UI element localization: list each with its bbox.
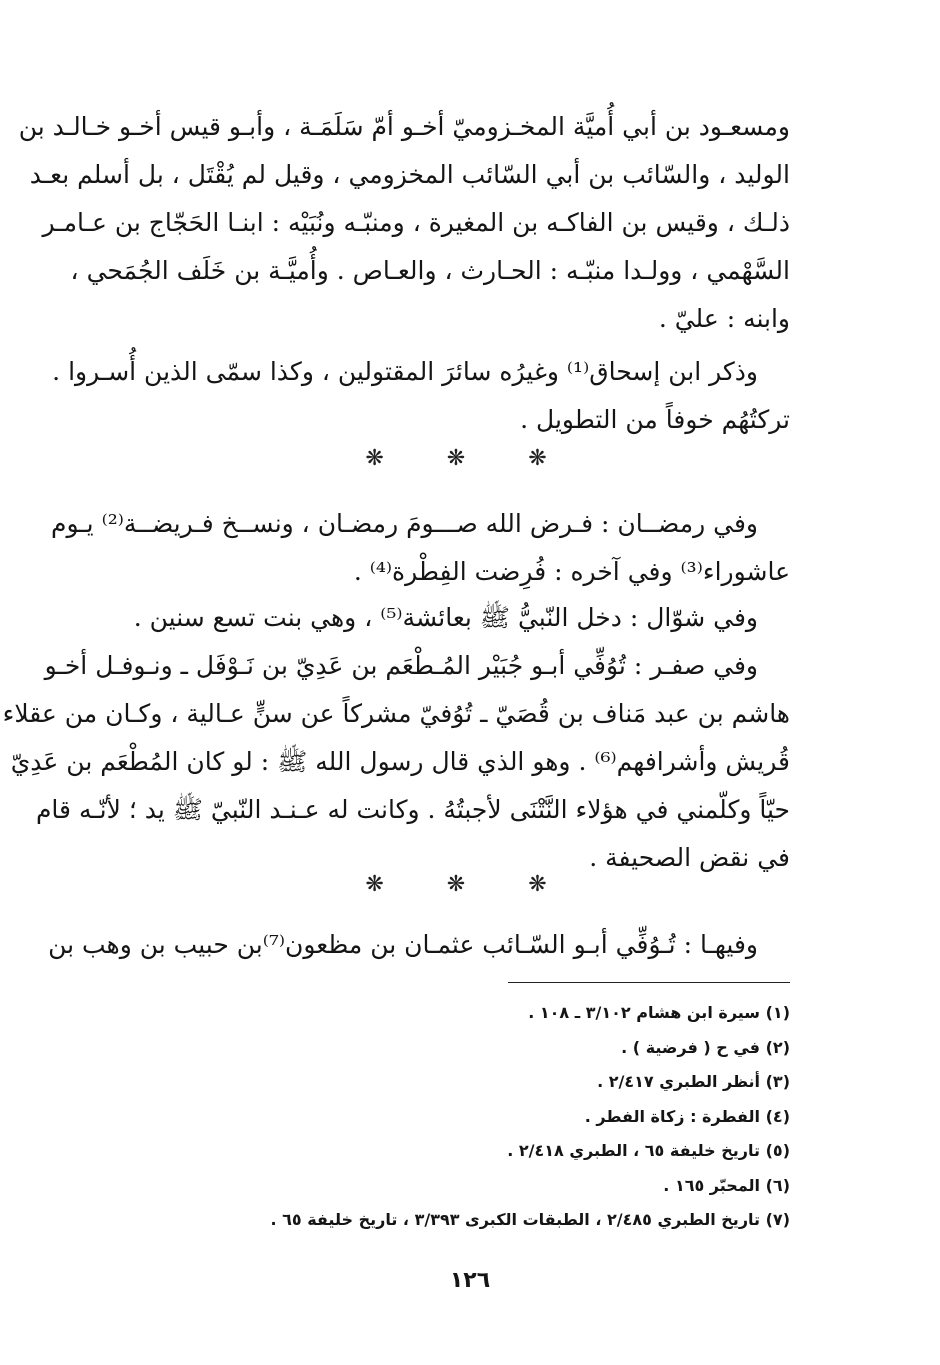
text-line: تركتُهُم خوفاً من التطويل . xyxy=(520,405,790,434)
footnote: (٦) المحبّر ١٦٥ . xyxy=(663,1175,790,1195)
text-line: وفي رمضــان : فـرض الله صـــومَ رمضـان ، ونســخ فـريضــة⁽²⁾ يـوم xyxy=(50,509,758,538)
text-line: حيّاً وكلّمني في هؤلاء النَّتْنَى لأجبتُهُ . وكانت له عـنـد النّبيّ ﷺ يد ؛ لأنّـه قام xyxy=(35,795,790,824)
text-line: وفي شوّال : دخل النّبيُّ ﷺ بعائشة⁽⁵⁾ ، وهي بنت تسع سنين . xyxy=(133,603,758,632)
footnote-divider xyxy=(508,982,790,983)
text-line: قُريش وأشرافهم⁽⁶⁾ . وهو الذي قال رسول الله ﷺ : لو كان المُطْعَم بن عَدِيّ xyxy=(10,747,790,776)
paragraph-safar xyxy=(2,642,790,882)
text-line: هاشم بن عبد مَناف بن قُصَيّ ـ تُوُفيّ مشركاً عن سنٍّ عـالية ، وكـان من عقلاء xyxy=(2,699,790,728)
text-line: في نقض الصحيفة . xyxy=(589,843,790,872)
footnotes xyxy=(100,996,790,1238)
text-line: السَّهْمي ، وولـدا منبّـه : الحـارث ، والعـاص . وأُميَّـة بن خَلَف الجُمَحي ، xyxy=(70,256,790,285)
footnote: (٣) أنظر الطبري ٢/٤١٧ . xyxy=(597,1072,790,1091)
footnote: (٤) الفطرة : زكاة الفطر . xyxy=(584,1106,790,1126)
page-number: ١٢٦ xyxy=(449,1268,491,1293)
text-line: عاشوراء⁽³⁾ وفي آخره : فُرِضت الفِطْرة⁽⁴⁾ . xyxy=(353,557,790,586)
footnote: (٢) في ح ( فرضية ) . xyxy=(621,1037,790,1057)
text-line: وفيهـا : تُـوُفِّي أبـو السّـائب عثمـان بن مظعون⁽⁷⁾بن حبيب بن وهب بن xyxy=(48,930,758,959)
section-separator: ❋ ❋ ❋ xyxy=(365,446,575,471)
footnote: (٧) تاريخ الطبري ٢/٤٨٥ ، الطبقات الكبرى ٣/٣٩٣ ، تاريخ خليفة ٦٥ . xyxy=(270,1210,790,1229)
footnote: (١) سيرة ابن هشام ٣/١٠٢ ـ ١٠٨ . xyxy=(528,1003,790,1022)
paragraph-uthman xyxy=(48,921,790,969)
paragraph-shawwal xyxy=(100,594,790,642)
text-line: وذكر ابن إسحاق⁽¹⁾ وغيرُه سائرَ المقتولين ، وكذا سمّى الذين أُسـروا . xyxy=(52,357,758,386)
text-line: وابنه : عليّ . xyxy=(658,304,790,333)
paragraph-ramadan xyxy=(50,500,790,596)
paragraph-ibn-ishaq xyxy=(52,348,790,444)
text-line: ومسعـود بن أبي أُميَّة المخـزوميّ أخـو أمّ سَلَمَـة ، وأبـو قيس أخـو خـالـد بن xyxy=(18,112,790,141)
text-line: وفي صفـر : تُوُفِّي أبـو جُبَيْر المُـطْعَم بن عَدِيّ بن نَـوْفَل ـ ونـوفـل أخـو xyxy=(44,651,758,680)
paragraph-casualties xyxy=(18,103,790,343)
text-line: الوليد ، والسّائب بن أبي السّائب المخزومي ، وقيل لم يُقْتَل ، بل أسلم بعـد xyxy=(29,160,790,189)
footnote: (٥) تاريخ خليفة ٦٥ ، الطبري ٢/٤١٨ . xyxy=(507,1141,790,1160)
section-separator: ❋ ❋ ❋ xyxy=(365,872,575,897)
text-line: ذلـك ، وقيس بن الفاكـه بن المغيرة ، ومنبّـه ونُبَيْه : ابنـا الحَجّاج بن عـامـر xyxy=(42,208,790,237)
